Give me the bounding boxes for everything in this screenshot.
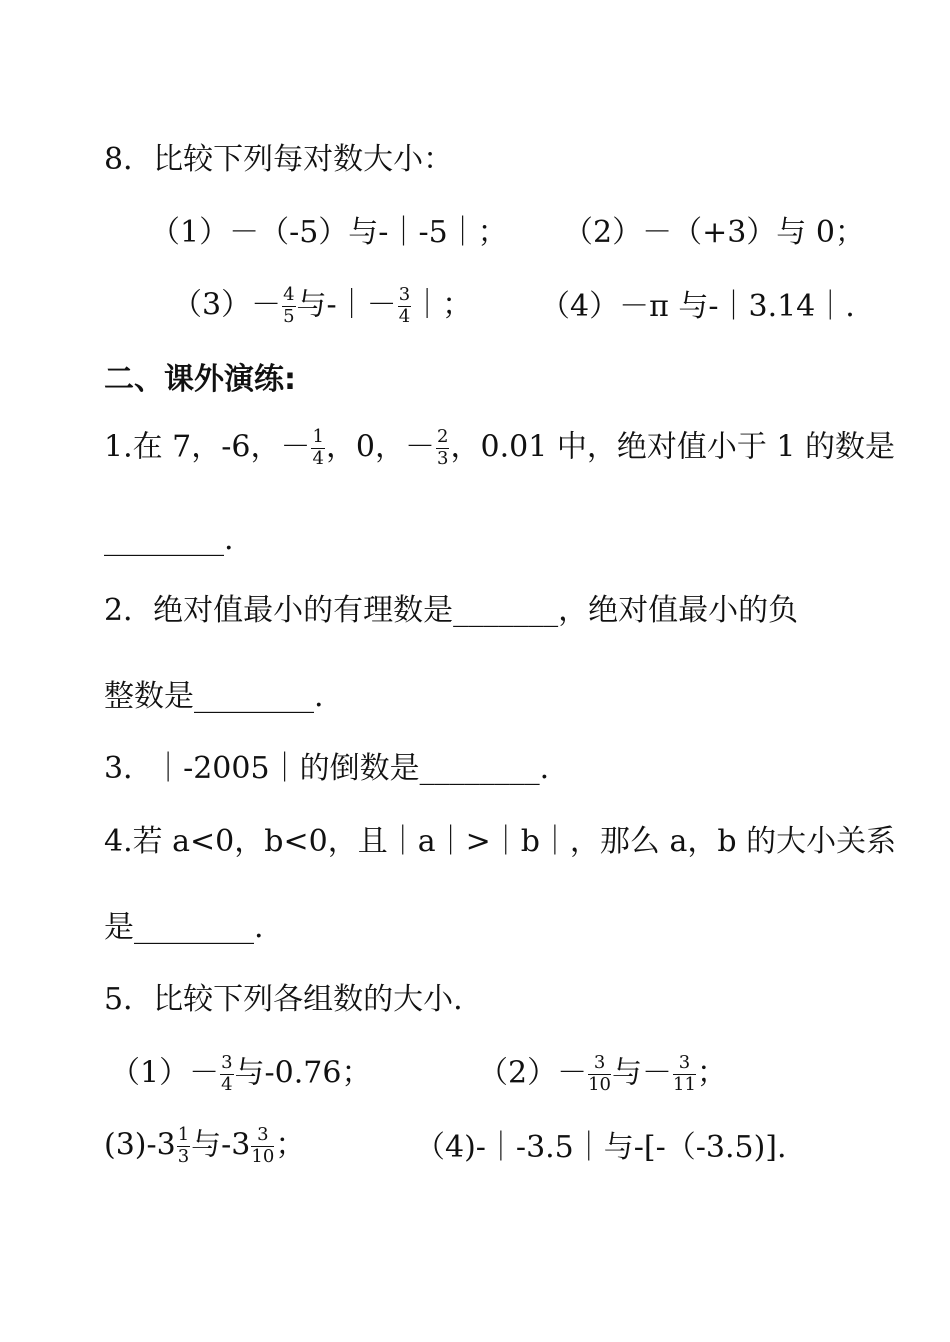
fraction-numerator: 2: [437, 426, 449, 447]
exercise-5-part-4: （4)-｜-3.5｜与-[-（-3.5)].: [415, 1130, 787, 1165]
fraction-numerator: 3: [398, 284, 411, 305]
exercise-3: 3．｜-2005｜的倒数是________.: [104, 751, 550, 786]
text-segment: （3）－: [172, 287, 282, 323]
fraction-denominator: 10: [251, 1145, 275, 1167]
exercise-4-line-2: 是________.: [104, 910, 264, 945]
fraction-numerator: 3: [588, 1054, 611, 1075]
text-segment: (3)-3: [104, 1127, 176, 1163]
question-8-part-1: （1）－（-5）与-｜-5｜；: [150, 215, 508, 250]
text-segment: ；: [696, 1055, 727, 1091]
text-segment: 1.在 7，-6，－: [104, 429, 311, 465]
fraction: [398, 286, 411, 327]
exercise-5-part-1: [110, 1054, 371, 1095]
text-segment: ，0.01 中，绝对值小于 1 的数是: [450, 429, 895, 465]
fraction-numerator: 3: [251, 1126, 274, 1147]
question-8-part-3: [172, 286, 472, 327]
text-segment: ；: [275, 1127, 306, 1163]
fraction-denominator: 4: [398, 305, 411, 327]
fraction: [436, 428, 449, 469]
fraction: [251, 1126, 274, 1167]
text-segment: 与-0.76；: [234, 1055, 372, 1091]
fraction-numerator: 3: [221, 1052, 233, 1073]
text-segment: ，0，－: [325, 429, 436, 465]
fraction-denominator: 10: [588, 1073, 611, 1095]
question-8-part-4: （4）－π 与-｜3.14｜.: [540, 289, 855, 324]
exercise-2-line-2: 整数是________.: [104, 679, 324, 714]
exercise-1-line-1: [104, 428, 895, 469]
fraction: [588, 1054, 611, 1095]
fraction: [282, 286, 295, 327]
text-segment: （2）－: [478, 1055, 588, 1091]
exercise-5-part-3: [104, 1126, 305, 1167]
text-segment: 与-｜－: [296, 287, 397, 323]
fraction-numerator: 1: [177, 1124, 190, 1145]
fraction-numerator: 4: [283, 284, 295, 305]
fraction-denominator: 4: [221, 1073, 233, 1095]
exercise-4-line-1: 4.若 a<0，b<0，且｜a｜>｜b｜，那么 a，b 的大小关系: [104, 824, 897, 859]
exercise-1-answer-blank: ________.: [104, 522, 234, 557]
fraction-denominator: 3: [437, 447, 449, 469]
fraction-numerator: 3: [673, 1054, 696, 1075]
fraction: [177, 1126, 190, 1167]
question-8-title: 8．比较下列每对数大小：: [104, 142, 454, 177]
exercise-5-title: 5．比较下列各组数的大小.: [104, 982, 463, 1017]
fraction: [311, 428, 324, 469]
fraction-numerator: 1: [312, 426, 324, 447]
text-segment: （1）－: [110, 1055, 220, 1091]
question-8-part-2: （2）－（+3）与 0；: [563, 215, 865, 250]
section-title: 二、课外演练:: [104, 362, 296, 397]
fraction: [220, 1054, 233, 1095]
fraction-denominator: 11: [673, 1073, 696, 1095]
fraction-denominator: 3: [177, 1145, 190, 1167]
fraction-denominator: 4: [312, 447, 324, 469]
fraction: [673, 1054, 696, 1095]
exercise-5-part-2: [478, 1054, 727, 1095]
exercise-2-line-1: 2．绝对值最小的有理数是_______，绝对值最小的负: [104, 593, 799, 628]
text-segment: 与-3: [191, 1127, 251, 1163]
fraction-denominator: 5: [283, 305, 295, 327]
text-segment: 与－: [612, 1055, 672, 1091]
text-segment: ｜；: [412, 287, 473, 323]
